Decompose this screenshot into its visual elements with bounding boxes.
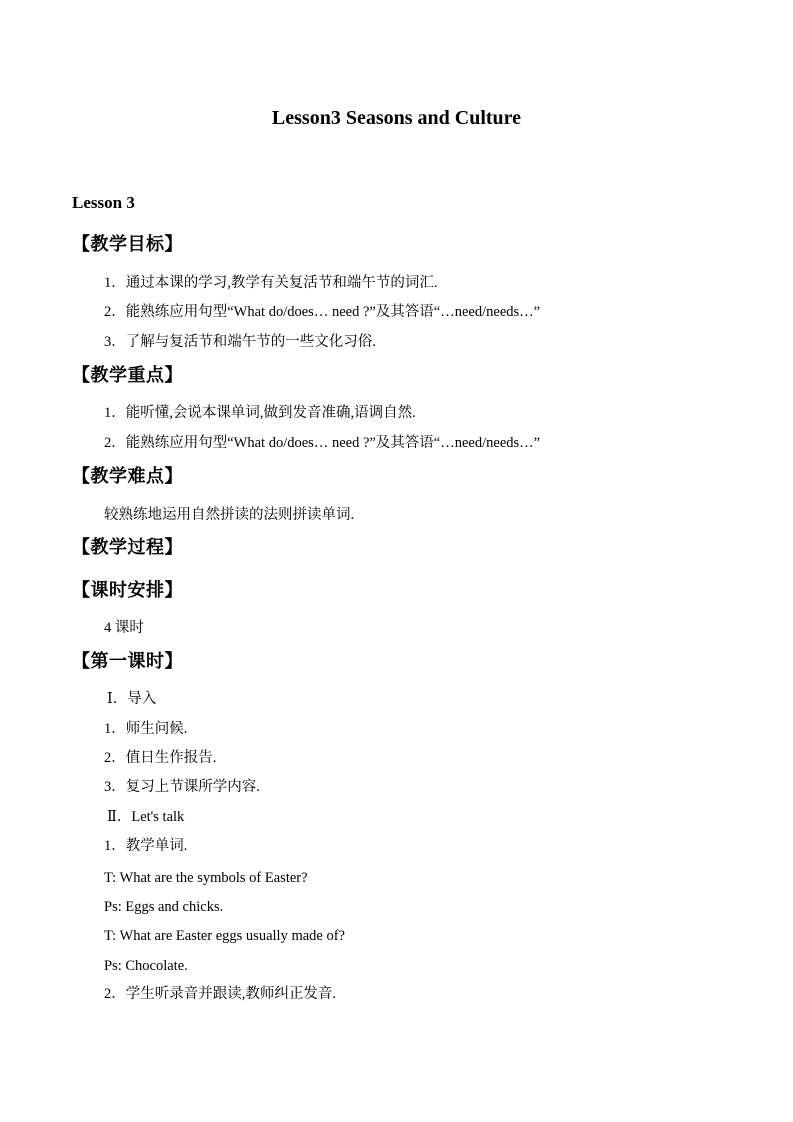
difficulties-text: 较熟练地运用自然拼读的法则拼读单词.	[104, 507, 355, 523]
list-item: 1．教学单词.	[104, 838, 188, 854]
objective-item: 3．了解与复活节和端午节的一些文化习俗.	[104, 334, 376, 350]
first-period-heading: 【第一课时】	[72, 651, 183, 671]
difficulties-heading: 【教学难点】	[72, 466, 183, 486]
list-item: 2．学生听录音并跟读,教师纠正发音.	[104, 986, 336, 1002]
section-roman-heading: Ⅱ．Let's talk	[107, 809, 185, 825]
schedule-heading: 【课时安排】	[72, 580, 183, 600]
list-item: 2．值日生作报告.	[104, 750, 217, 766]
key-point-item: 1．能听懂,会说本课单词,做到发音准确,语调自然.	[104, 405, 416, 421]
key-point-item: 2．能熟练应用句型“What do/does… need ?”及其答语“…need/needs…”	[104, 435, 541, 451]
document-title: Lesson3 Seasons and Culture	[271, 107, 522, 129]
key-points-heading: 【教学重点】	[72, 365, 183, 385]
list-item: 1．师生问候.	[104, 721, 188, 737]
section-roman-heading: Ⅰ．导入	[107, 691, 157, 707]
objective-item: 1．通过本课的学习,教学有关复活节和端午节的词汇.	[104, 275, 438, 291]
dialogue-line: Ps: Eggs and chicks.	[104, 899, 224, 915]
objectives-heading: 【教学目标】	[72, 234, 183, 254]
lesson-label: Lesson 3	[72, 193, 135, 212]
dialogue-line: Ps: Chocolate.	[104, 958, 188, 974]
dialogue-line: T: What are the symbols of Easter?	[104, 870, 308, 886]
objective-item: 2．能熟练应用句型“What do/does… need ?”及其答语“…need/needs…”	[104, 304, 541, 320]
list-item: 3．复习上节课所学内容.	[104, 779, 260, 795]
process-heading: 【教学过程】	[72, 537, 183, 557]
dialogue-line: T: What are Easter eggs usually made of?	[104, 928, 345, 944]
schedule-text: 4 课时	[104, 620, 144, 636]
